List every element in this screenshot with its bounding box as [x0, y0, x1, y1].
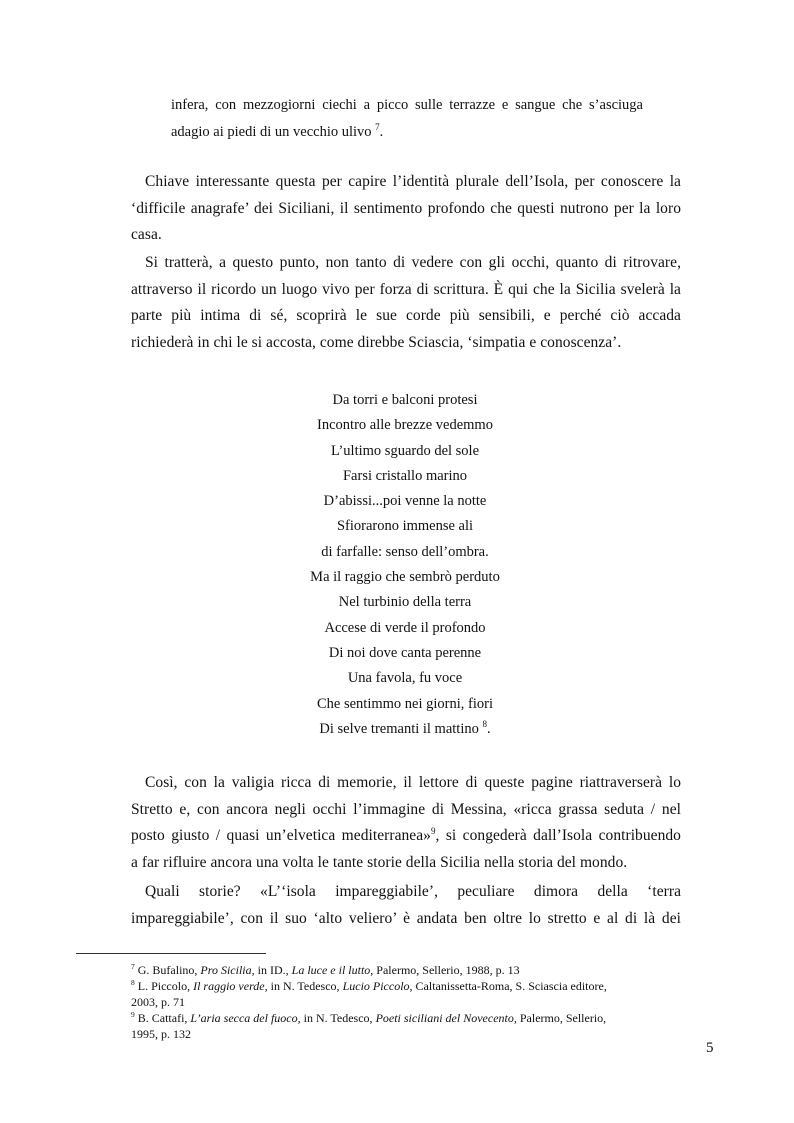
poem-line: Ma il raggio che sembrò perduto: [310, 569, 500, 586]
poem-line: D’abissi...poi venne la notte: [323, 493, 487, 510]
paragraph-line: casa.: [131, 226, 162, 243]
block-quote: [171, 92, 643, 146]
poem-line: Incontro alle brezze vedemmo: [317, 417, 493, 434]
paragraph-line: richiederà in chi le si accosta, come direbbe Sciascia, ‘simpatia e conoscenza’.: [131, 333, 622, 351]
footnote-ref: 8: [482, 719, 487, 730]
paragraph-line: Si tratterà, a questo punto, non tanto di vedere con gli occhi, quanto di ritrovare,: [145, 254, 681, 271]
paragraph-line: Stretto e, con ancora negli occhi l’immagine di Messina, «ricca grassa seduta / nel: [131, 800, 681, 818]
poem-line: di farfalle: senso dell’ombra.: [321, 543, 489, 560]
poem-line: Accese di verde il profondo: [324, 619, 486, 636]
poem-line: Sfiorarono immense ali: [336, 518, 474, 535]
poem-line: Che sentimmo nei giorni, fiori: [317, 695, 493, 712]
paragraph-line: posto giusto / quasi un’elvetica mediterranea»$^9$, si congederà dall’Isola contribuendo: [131, 825, 681, 844]
poem: [200, 388, 610, 742]
paragraph-line: Quali storie? «L’‘isola impareggiabile’, peculiare dimora della ‘terra: [145, 883, 681, 900]
page-number: 5: [706, 1040, 714, 1056]
footnotes: [131, 962, 671, 1042]
footnote-9: $^9$ B. Cattafi, L’aria secca del fuoco, in N. Tedesco, Poeti siciliani del Novecento, Palermo, Sellerio,: [131, 1010, 607, 1025]
poem-line: Farsi cristallo marino: [342, 467, 468, 484]
paragraph: [131, 169, 681, 249]
poem-line: Da torri e balconi protesi: [332, 392, 478, 408]
poem-line: Di noi dove canta perenne: [328, 644, 482, 661]
paragraph-line: Così, con la valigia ricca di memorie, il lettore di queste pagine riattraverserà lo: [145, 774, 681, 791]
footnote-separator: [76, 953, 266, 954]
paragraph-line: impareggiabile’, con il suo ‘alto veliero’ è andata ben oltre lo stretto e al di là dei: [131, 909, 681, 927]
paragraph: [131, 879, 681, 932]
quote-line: adagio ai piedi di un vecchio ulivo $^7$.: [171, 122, 384, 140]
paragraph-line: parte più intima di sé, scoprirà le sue corde più sensibili, e perché ciò accada: [131, 307, 681, 324]
paragraph-line: attraverso il ricordo un luogo vivo per forza di scrittura. È qui che la Sicilia svelerà la: [131, 280, 681, 298]
footnote-9-continuation: 1995, p. 132: [131, 1027, 191, 1041]
footnote-8-continuation: 2003, p. 71: [131, 995, 185, 1009]
footnote-ref: 7: [375, 122, 380, 133]
quote-line: infera, con mezzogiorni ciechi a picco sulle terrazze e sangue che s’asciuga: [171, 97, 643, 113]
paragraph-line: a far rifluire ancora una volta le tante storie della Sicilia nella storia del mondo.: [131, 853, 628, 871]
footnote-7: $^7$ G. Bufalino, Pro Sicilia, in ID., La luce e il lutto, Palermo, Sellerio, 1988, p. 13: [131, 962, 520, 977]
poem-line: Di selve tremanti il mattino $^8$.: [319, 719, 491, 737]
poem-line: Una favola, fu voce: [347, 670, 463, 687]
footnote-8: $^8$ L. Piccolo, Il raggio verde, in N. Tedesco, Lucio Piccolo, Caltanissetta-Roma, S. Sciascia editore,: [131, 978, 607, 993]
paragraph: [131, 770, 681, 876]
poem-line: L’ultimo sguardo del sole: [330, 442, 480, 459]
paragraph: [131, 250, 681, 356]
footnote-ref: 9: [430, 825, 436, 836]
paragraph-line: ‘difficile anagrafe’ dei Siciliani, il sentimento profondo che questi nutrono per la loro: [131, 199, 681, 217]
paragraph-line: Chiave interessante questa per capire l’identità plurale dell’Isola, per conoscere la: [145, 173, 681, 190]
poem-line: Nel turbinio della terra: [338, 594, 472, 611]
